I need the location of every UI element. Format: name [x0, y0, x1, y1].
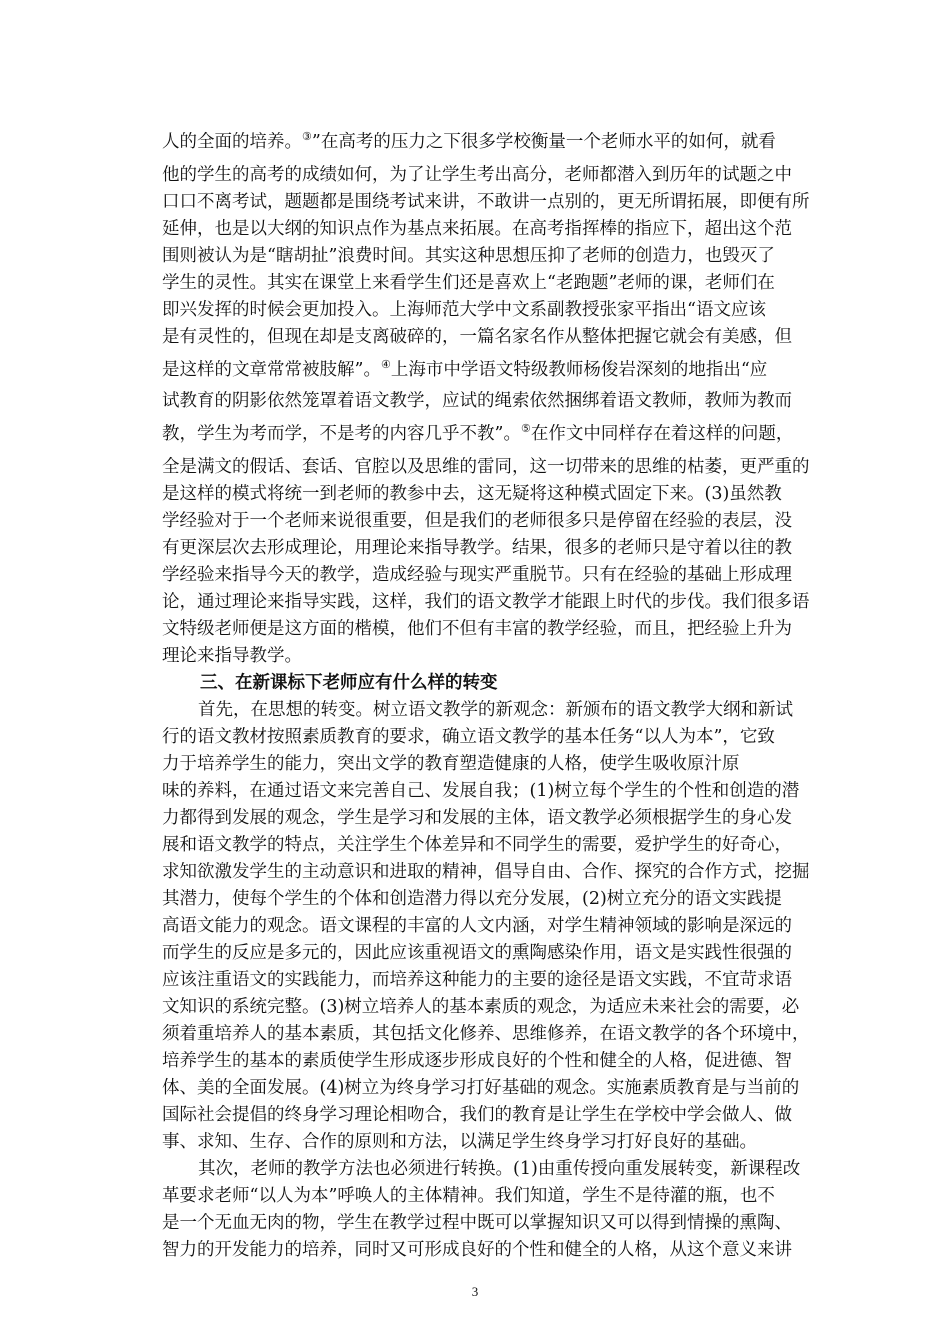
page-number: 3	[471, 1284, 479, 1299]
text-line: 培养学生的基本的素质使学生形成逐步形成良好的个性和健全的人格，促进德、智	[162, 1051, 792, 1071]
text-segment: 教，学生为考而学，不是考的内容几乎不教”。	[162, 424, 521, 444]
text-line: 力都得到发展的观念，学生是学习和发展的主体，语文教学必须根据学生的身心发	[162, 808, 792, 828]
text-line: 延伸，也是以大纲的知识点作为基点来拓展。在高考指挥棒的指应下，超出这个范	[162, 219, 792, 239]
text-segment: 上海市中学语文特级教师杨俊岩深刻的地指出“应	[390, 360, 768, 380]
text-line: 体、美的全面发展。(4)树立为终身学习打好基础的观念。实施素质教育是与当前的	[162, 1078, 800, 1098]
text-line: 力于培养学生的能力，突出文学的教育塑造健康的人格，使学生吸收原汁原	[162, 754, 740, 774]
text-line: 须着重培养人的基本素质，其包括文化修养、思维修养，在语文教学的各个环境中，	[162, 1024, 810, 1044]
text-line: 高语文能力的观念。语文课程的丰富的人文内涵，对学生精神领域的影响是深远的	[162, 916, 792, 936]
text-line: 文知识的系统完整。(3)树立培养人的基本素质的观念，为适应未来社会的需要，必	[162, 997, 800, 1017]
text-line: 他的学生的高考的成绩如何，为了让学生考出高分，老师都潜入到历年的试题之中	[162, 165, 792, 185]
text-line: 即兴发挥的时候会更加投入。上海师范大学中文系副教授张家平指出“语文应该	[162, 300, 766, 320]
text-line: 是有灵性的，但现在却是支离破碎的，一篇名家名作从整体把握它就会有美感，但	[162, 327, 792, 347]
text-line: 智力的开发能力的培养，同时又可形成良好的个性和健全的人格，从这个意义来讲	[162, 1240, 792, 1260]
text-line: 是一个无血无肉的物，学生在教学过程中既可以掌握知识又可以得到情操的熏陶、	[162, 1213, 792, 1233]
footnote-marker: ⑤	[520, 422, 531, 436]
text-line: 味的养料，在通过语文来完善自己、发展自我；(1)树立每个学生的个性和创造的潜	[162, 781, 800, 801]
text-segment: 人的全面的培养。	[162, 132, 302, 152]
text-line: 行的语文教材按照素质教育的要求，确立语文教学的基本任务“以人为本”，它致	[162, 727, 775, 747]
footnote-marker: ④	[380, 358, 391, 372]
text-line: 学经验来指导今天的教学，造成经验与现实严重脱节。只有在经验的基础上形成理	[162, 565, 792, 585]
text-line: 而学生的反应是多元的，因此应该重视语文的熏陶感染作用，语文是实践性很强的	[162, 943, 792, 963]
text-line: 其次，老师的教学方法也必须进行转换。(1)由重传授向重发展转变，新课程改	[198, 1159, 801, 1179]
text-line: 理论来指导教学。	[162, 646, 302, 666]
text-line	[162, 422, 842, 446]
text-line: 口口不离考试，题题都是围绕考试来讲，不敢讲一点别的，更无所谓拓展，即便有所	[162, 192, 810, 212]
text-line: 学经验对于一个老师来说很重要，但是我们的老师很多只是停留在经验的表层，没	[162, 511, 792, 531]
text-segment: 是这样的文章常常被肢解”。	[162, 360, 381, 380]
text-line	[162, 130, 842, 154]
text-line: 有更深层次去形成理论，用理论来指导教学。结果，很多的老师只是守着以往的教	[162, 538, 792, 558]
text-line: 革要求老师“以人为本”呼唤人的主体精神。我们知道，学生不是待灌的瓶，也不	[162, 1186, 775, 1206]
text-line: 国际社会提倡的终身学习理论相吻合，我们的教育是让学生在学校中学会做人、做	[162, 1105, 792, 1125]
text-line: 展和语文教学的特点，关注学生个体差异和不同学生的需要，爱护学生的好奇心，	[162, 835, 792, 855]
text-line: 应该注重语文的实践能力，而培养这种能力的主要的途径是语文实践，不宜苛求语	[162, 970, 792, 990]
footnote-marker: ③	[302, 130, 312, 144]
text-line: 首先，在思想的转变。树立语文教学的新观念：新颁布的语文教学大纲和新试	[198, 700, 793, 720]
text-line: 其潜力，使每个学生的个体和创造潜力得以充分发展，(2)树立充分的语文实践提	[162, 889, 782, 909]
text-segment: ”在高考的压力之下很多学校衡量一个老师水平的如何，就看	[311, 132, 776, 152]
text-line: 围则被认为是“瞎胡扯”浪费时间。其实这种思想压抑了老师的创造力，也毁灭了	[162, 246, 775, 266]
text-line: 是这样的模式将统一到老师的教参中去，这无疑将这种模式固定下来。(3)虽然教	[162, 484, 782, 504]
text-line: 试教育的阴影依然笼罩着语文教学，应试的绳索依然捆绑着语文教师，教师为教而	[162, 391, 792, 411]
text-line	[162, 358, 842, 382]
text-line: 全是满文的假话、套话、官腔以及思维的雷同，这一切带来的思维的枯萎，更严重的	[162, 457, 810, 477]
text-segment: 在作文中同样存在着这样的问题，	[530, 424, 794, 444]
text-line: 文特级老师便是这方面的楷模，他们不但有丰富的教学经验，而且，把经验上升为	[162, 619, 792, 639]
text-line: 事、求知、生存、合作的原则和方法，以满足学生终身学习打好良好的基础。	[162, 1132, 757, 1152]
text-line: 求知欲激发学生的主动意识和进取的精神，倡导自由、合作、探究的合作方式，挖掘	[162, 862, 810, 882]
section-heading: 三、在新课标下老师应有什么样的转变	[200, 673, 498, 693]
text-line: 论，通过理论来指导实践，这样，我们的语文教学才能跟上时代的步伐。我们很多语	[162, 592, 810, 612]
text-line: 学生的灵性。其实在课堂上来看学生们还是喜欢上“老跑题”老师的课，老师们在	[162, 273, 775, 293]
